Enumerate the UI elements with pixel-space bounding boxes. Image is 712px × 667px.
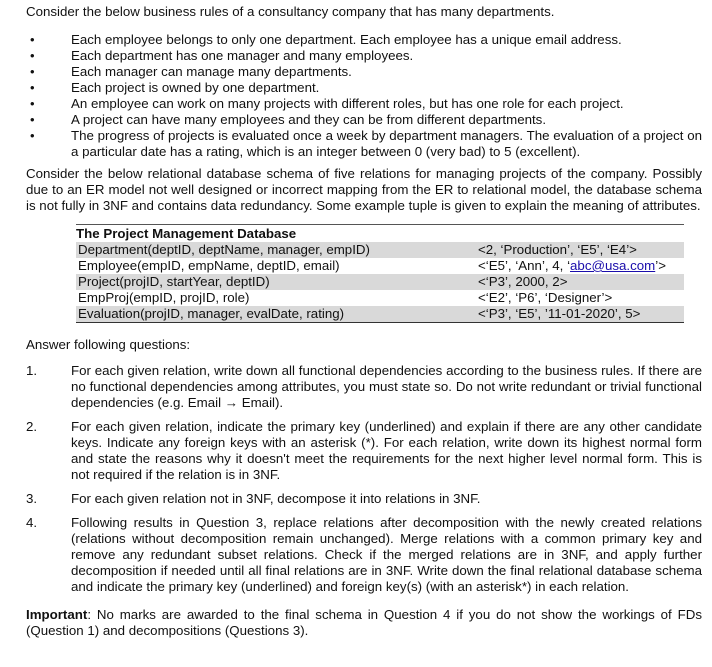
rule-item: • An employee can work on many projects with different roles, but has one role for each project. bbox=[26, 96, 702, 112]
relation-example: <‘E2’, ‘P6’, ‘Designer’> bbox=[478, 290, 613, 305]
question-text: Following results in Question 3, replace relations after decomposition with the newly created relations (relations without decomposition remain unchanged). Merge relations with a common primary key and remove any redundant subset relations. Check if the merged relations are in 3NF, and apply further decomposition if needed until all final relations are in 3NF. Write down the final relational database schema and indicate the primary key (underlined) and foreign key(s) (with an asterisk*) in each relation. bbox=[71, 515, 702, 594]
intro-text: Consider the below business rules of a consultancy company that has many departments. bbox=[26, 4, 555, 19]
schema-intro-text: Consider the below relational database schema of five relations for managing projects of the company. Possibly due to an ER model not well designed or incorrect mapping from the ER to relational model, the database schema is not fully in 3NF and contains data redundancy. Some example tuple is given to explain the meaning of attributes. bbox=[26, 166, 702, 213]
relation-name: Evaluation(projID, manager, evalDate, rating) bbox=[78, 306, 345, 321]
relation-name: Employee(empID, empName, deptID, email) bbox=[78, 258, 340, 273]
question-item bbox=[26, 491, 702, 507]
example-suffix: ’> bbox=[655, 258, 666, 273]
relation-example: <2, ‘Production’, ‘E5’, ‘E4’> bbox=[478, 242, 637, 257]
important-label: Important bbox=[26, 607, 88, 622]
relation-example: <‘P3’, 2000, 2> bbox=[478, 274, 568, 289]
question-number: 2. bbox=[26, 419, 38, 434]
relation-name: Department(deptID, deptName, manager, empID) bbox=[78, 242, 370, 257]
rule-item: • Each employee belongs to only one department. Each employee has a unique email address. bbox=[26, 32, 702, 48]
schema-row-department bbox=[76, 242, 684, 258]
question-text: For each given relation, write down all functional dependencies according to the business rules. If there are no functional dependencies among attributes, you must state so. Do not write redundant or trivial functional dependencies (e.g. Email → Email). bbox=[71, 363, 702, 410]
business-rules-list bbox=[26, 32, 702, 160]
important-text: : No marks are awarded to the final schema in Question 4 if you do not show the workings of FDs (Question 1) and decompositions (Questions 3). bbox=[26, 607, 702, 638]
question-number: 3. bbox=[26, 491, 38, 506]
question-item bbox=[26, 363, 702, 411]
relation-name: EmpProj(empID, projID, role) bbox=[78, 290, 250, 305]
question-text: For each given relation, indicate the primary key (underlined) and explain if there are any other candidate keys. Indicate any foreign keys with an asterisk (*). For each relation, write down its highest normal form and state the reasons why it doesn't meet the requirements for the next higher level normal form. This is not required if the relation is in 3NF. bbox=[71, 419, 702, 482]
schema-table bbox=[76, 224, 684, 323]
email-link[interactable]: abc@usa.com bbox=[570, 258, 656, 273]
schema-row-evaluation bbox=[76, 306, 684, 323]
rule-item: • Each project is owned by one department. bbox=[26, 80, 702, 96]
schema-row-employee bbox=[76, 258, 684, 274]
question-number: 4. bbox=[26, 515, 38, 530]
questions-list bbox=[26, 363, 702, 595]
question-item bbox=[26, 515, 702, 595]
question-item bbox=[26, 419, 702, 483]
answer-intro: Answer following questions: bbox=[26, 337, 191, 352]
rule-item: • The progress of projects is evaluated once a week by department managers. The evaluation of a project on a particular date has a rating, which is an integer between 0 (very bad) to 5 (excellent). bbox=[26, 128, 702, 160]
rule-item: • Each department has one manager and many employees. bbox=[26, 48, 702, 64]
schema-row-project bbox=[76, 274, 684, 290]
question-text: For each given relation not in 3NF, decompose it into relations in 3NF. bbox=[71, 491, 481, 506]
relation-name: Project(projID, startYear, deptID) bbox=[78, 274, 270, 289]
important-note bbox=[26, 607, 702, 639]
rule-item: • A project can have many employees and they can be from different departments. bbox=[26, 112, 702, 128]
relation-example bbox=[478, 258, 684, 274]
schema-row-empproj bbox=[76, 290, 684, 306]
question-number: 1. bbox=[26, 363, 38, 378]
relation-example: <‘P3’, ‘E5’, ’11-01-2020’, 5> bbox=[478, 306, 641, 321]
example-prefix: <‘E5’, ‘Ann’, 4, ‘ bbox=[478, 258, 571, 273]
rule-item: • Each manager can manage many departments. bbox=[26, 64, 702, 80]
schema-title: The Project Management Database bbox=[76, 224, 684, 242]
